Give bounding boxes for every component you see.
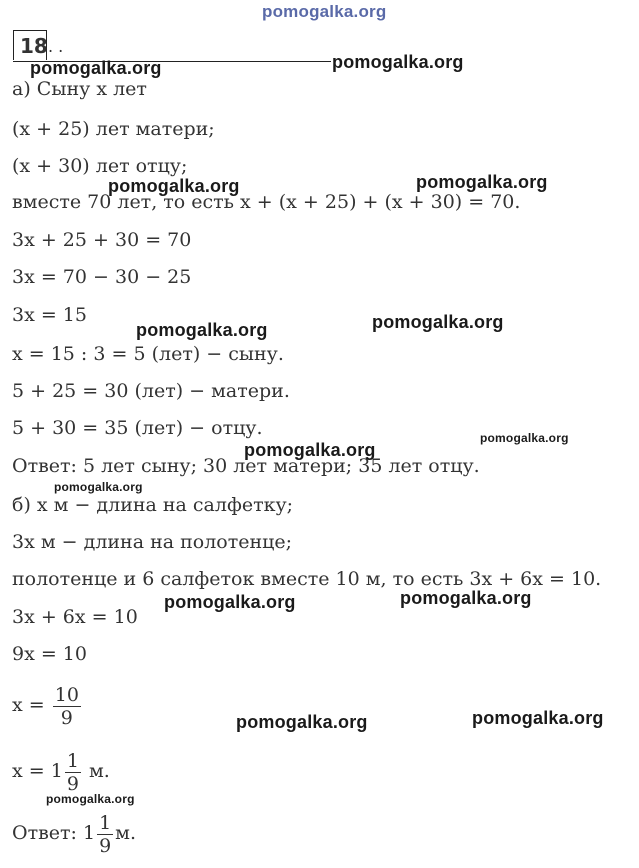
text-line: (x + 30) лет отцу; (12, 155, 188, 177)
fraction (53, 684, 81, 729)
fraction-denominator: 9 (66, 772, 79, 795)
answer-lhs: Ответ: 1 (12, 822, 96, 844)
fraction (97, 812, 113, 857)
fraction-line (12, 746, 110, 796)
unit-label: м. (115, 822, 136, 844)
text-line: x = 15 : 3 = 5 (лет) − сыну. (12, 343, 284, 365)
watermark: pomogalka.org (164, 592, 296, 612)
fraction-numerator: 10 (54, 683, 79, 706)
fraction-lhs: x = (12, 694, 45, 716)
answer-line: Ответ: 5 лет сыну; 30 лет матери; 35 лет отцу. (12, 455, 480, 477)
text-line: 3x + 6x = 10 (12, 606, 138, 628)
watermark: pomogalka.org (46, 792, 135, 806)
text-line: 3x = 15 (12, 304, 87, 326)
fraction-line (12, 680, 83, 730)
watermark: pomogalka.org (480, 431, 569, 445)
text-line: полотенце и 6 салфеток вместе 10 м, то есть 3x + 6x = 10. (12, 568, 602, 590)
watermark: pomogalka.org (54, 480, 143, 494)
text-line: вместе 70 лет, то есть x + (x + 25) + (x + 30) = 70. (12, 191, 521, 213)
fraction (65, 750, 81, 795)
watermark: pomogalka.org (30, 58, 162, 78)
fraction-numerator: 1 (66, 749, 79, 772)
text-line: 3x = 70 − 30 − 25 (12, 266, 192, 288)
text-line: 5 + 30 = 35 (лет) − отцу. (12, 417, 263, 439)
fraction-lhs: x = 1 (12, 760, 63, 782)
watermark: pomogalka.org (416, 172, 548, 192)
text-line: 3x м − длина на полотенце; (12, 531, 293, 553)
fraction-denominator: 9 (99, 834, 112, 857)
watermark: pomogalka.org (400, 588, 532, 608)
fraction-denominator: 9 (60, 706, 73, 729)
text-line: а) Сыну x лет (12, 78, 147, 100)
fraction-numerator: 1 (99, 811, 112, 834)
watermark: pomogalka.org (236, 712, 368, 732)
text-line: 9x = 10 (12, 643, 87, 665)
watermark: pomogalka.org (108, 176, 240, 196)
watermark: pomogalka.org (136, 320, 268, 340)
text-line: б) x м − длина на салфетку; (12, 494, 294, 516)
watermark: pomogalka.org (332, 52, 464, 72)
text-line: 5 + 25 = 30 (лет) − матери. (12, 380, 290, 402)
problem-number-dots: . . (48, 37, 64, 56)
watermark: pomogalka.org (472, 708, 604, 728)
watermark-top[interactable]: pomogalka.org (262, 2, 387, 21)
problem-number: 18 (13, 30, 47, 60)
watermark: pomogalka.org (244, 440, 376, 460)
watermark: pomogalka.org (372, 312, 504, 332)
answer-line (12, 808, 136, 858)
text-line: 3x + 25 + 30 = 70 (12, 229, 192, 251)
unit-label: м. (88, 760, 110, 782)
text-line: (x + 25) лет матери; (12, 118, 215, 140)
